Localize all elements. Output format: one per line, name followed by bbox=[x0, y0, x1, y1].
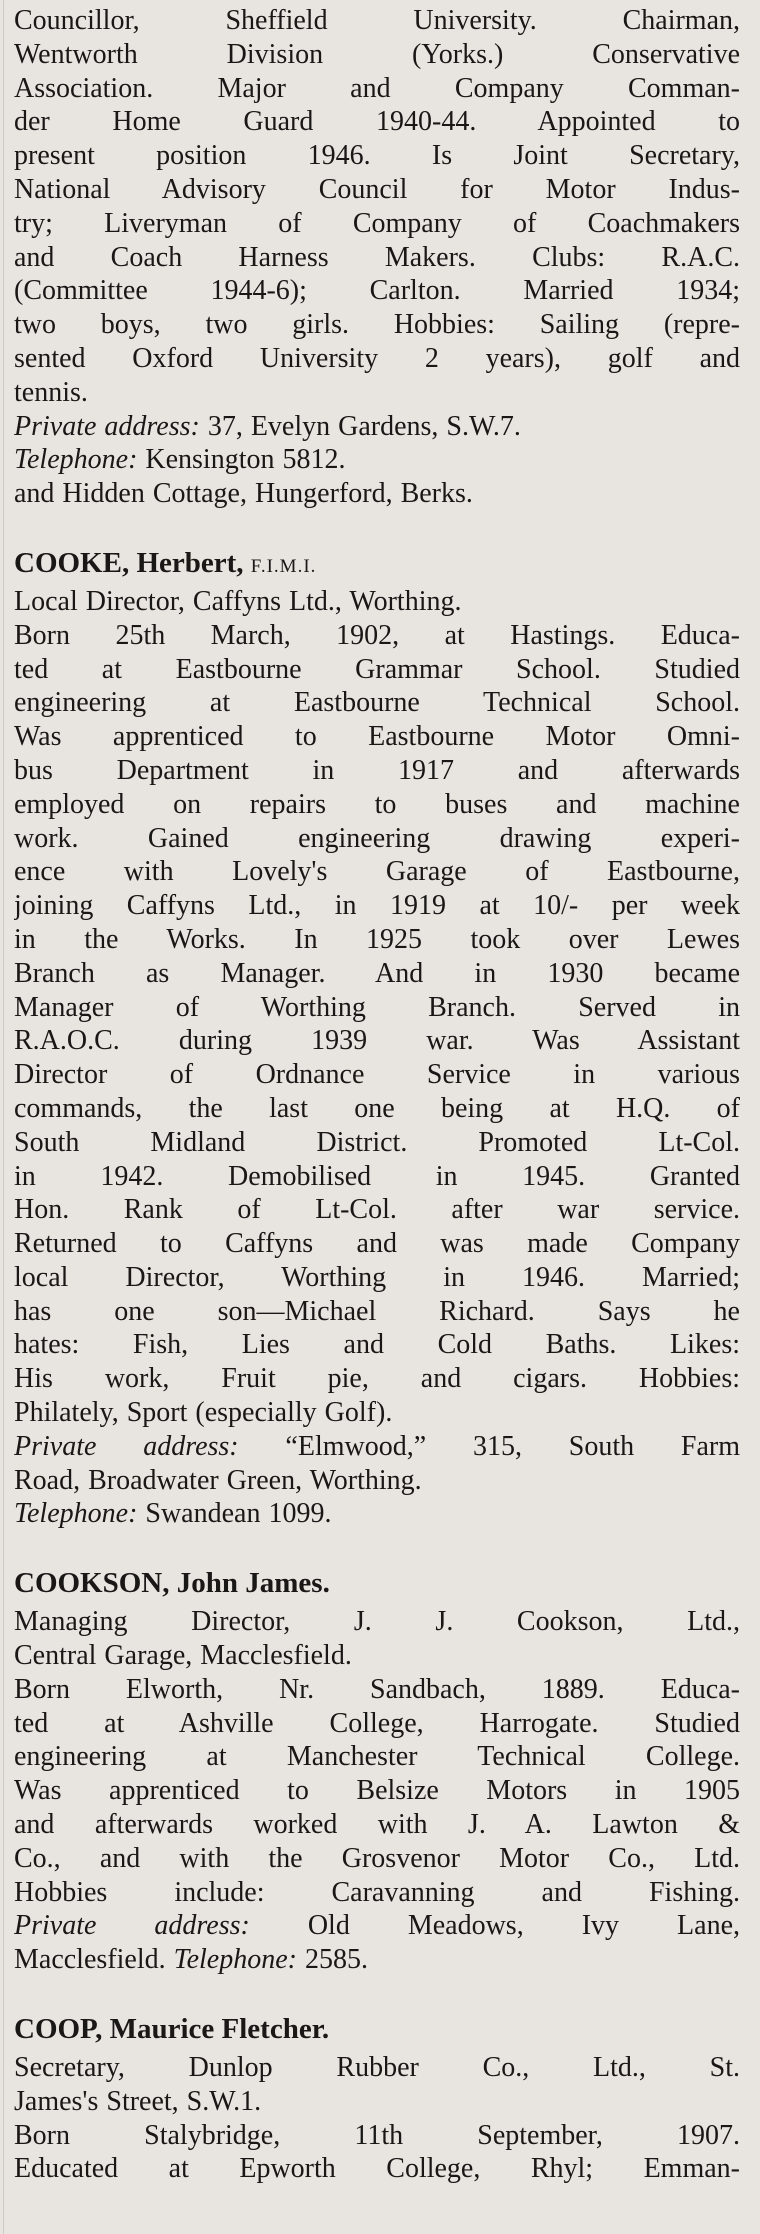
text-segment: Councillor, Sheffield University. Chairman, bbox=[14, 5, 740, 36]
field-label: Telephone: bbox=[14, 444, 138, 476]
text-line bbox=[14, 991, 740, 1025]
text-line bbox=[14, 1943, 740, 1977]
text-segment: bus Department in 1917 and afterwards bbox=[14, 754, 740, 786]
text-line bbox=[14, 1126, 740, 1160]
text-segment: has one son—Michael Richard. Says he bbox=[14, 1295, 740, 1327]
text-segment: try; Liveryman of Company of Coachmakers bbox=[14, 207, 740, 239]
text-line bbox=[14, 105, 740, 139]
text-segment: Secretary, Dunlop Rubber Co., Ltd., St. bbox=[14, 2052, 740, 2084]
text-segment: sented Oxford University 2 years), golf and bbox=[14, 342, 740, 374]
text-line bbox=[14, 1396, 740, 1430]
text-segment: Was apprenticed to Eastbourne Motor Omni- bbox=[14, 721, 740, 753]
entry-heading bbox=[14, 2009, 740, 2049]
text-line bbox=[14, 653, 740, 687]
text-segment: Manager of Worthing Branch. Served in bbox=[14, 991, 740, 1023]
field-label: Private address: bbox=[14, 1430, 239, 1462]
text-segment: present position 1946. Is Joint Secretary, bbox=[14, 140, 740, 172]
entry-name: COOKE, Herbert, bbox=[14, 546, 244, 579]
text-line bbox=[14, 686, 740, 720]
text-segment: Association. Major and Company Comman- bbox=[14, 72, 740, 104]
text-segment: Hobbies include: Caravanning and Fishing. bbox=[14, 1876, 740, 1908]
text-segment: Was apprenticed to Belsize Motors in 1905 bbox=[14, 1775, 740, 1807]
entry-name: COOKSON, John James. bbox=[14, 1567, 330, 1600]
text-line bbox=[14, 274, 740, 308]
text-line bbox=[14, 1058, 740, 1092]
text-line bbox=[14, 139, 740, 173]
text-line bbox=[14, 619, 740, 653]
text-segment: in the Works. In 1925 took over Lewes bbox=[14, 923, 740, 955]
directory-page bbox=[14, 4, 740, 2186]
text-line bbox=[14, 1430, 740, 1464]
text-line bbox=[14, 308, 740, 342]
text-line bbox=[14, 1362, 740, 1396]
text-line bbox=[14, 1605, 740, 1639]
text-line bbox=[14, 754, 740, 788]
field-label: Telephone: bbox=[14, 1498, 138, 1530]
text-segment: Born 25th March, 1902, at Hastings. Educa- bbox=[14, 619, 740, 651]
text-line bbox=[14, 1160, 740, 1194]
text-line bbox=[14, 1707, 740, 1741]
text-segment: R.A.O.C. during 1939 war. Was Assistant bbox=[14, 1025, 740, 1057]
text-segment: employed on repairs to buses and machine bbox=[14, 788, 740, 820]
text-segment: His work, Fruit pie, and cigars. Hobbies: bbox=[14, 1363, 740, 1395]
text-segment: and Coach Harness Makers. Clubs: R.A.C. bbox=[14, 241, 740, 273]
text-segment: Born Elworth, Nr. Sandbach, 1889. Educa- bbox=[14, 1673, 740, 1705]
text-segment: Road, Broadwater Green, Worthing. bbox=[14, 1464, 422, 1496]
text-line bbox=[14, 822, 740, 856]
directory-entry bbox=[14, 4, 740, 511]
text-segment: Swandean 1099. bbox=[137, 1498, 332, 1530]
column-rule bbox=[3, 0, 4, 2234]
text-line bbox=[14, 1261, 740, 1295]
text-line bbox=[14, 1673, 740, 1707]
text-line bbox=[14, 1227, 740, 1261]
field-label: Private address: bbox=[14, 410, 200, 442]
text-line bbox=[14, 1909, 740, 1943]
text-segment: ted at Ashville College, Harrogate. Studied bbox=[14, 1707, 740, 1739]
text-segment: Returned to Caffyns and was made Company bbox=[14, 1228, 740, 1260]
text-segment: ted at Eastbourne Grammar School. Studied bbox=[14, 653, 740, 685]
text-segment: Wentworth Division (Yorks.) Conservative bbox=[14, 38, 740, 70]
text-segment: South Midland District. Promoted Lt-Col. bbox=[14, 1126, 740, 1158]
text-segment: and Hidden Cottage, Hungerford, Berks. bbox=[14, 478, 473, 510]
text-segment: Macclesfield. bbox=[14, 1944, 174, 1976]
text-line bbox=[14, 889, 740, 923]
text-line bbox=[14, 1024, 740, 1058]
entry-heading bbox=[14, 543, 740, 583]
text-segment: engineering at Manchester Technical College. bbox=[14, 1741, 740, 1773]
text-line bbox=[14, 1842, 740, 1876]
entry-qualifications: F.I.M.I. bbox=[250, 555, 317, 577]
text-segment: Philately, Sport (especially Golf). bbox=[14, 1397, 393, 1429]
text-segment: two boys, two girls. Hobbies: Sailing (repre- bbox=[14, 309, 740, 341]
text-segment: and afterwards worked with J. A. Lawton & bbox=[14, 1809, 740, 1841]
text-line bbox=[14, 1876, 740, 1910]
field-label: Telephone: bbox=[173, 1944, 297, 1976]
text-segment: 37, Evelyn Gardens, S.W.7. bbox=[199, 410, 521, 442]
text-segment: commands, the last one being at H.Q. of bbox=[14, 1092, 740, 1124]
text-segment: Director of Ordnance Service in various bbox=[14, 1059, 740, 1091]
text-segment: Central Garage, Macclesfield. bbox=[14, 1640, 352, 1672]
entry-name: COOP, Maurice Fletcher. bbox=[14, 2013, 330, 2046]
text-segment: work. Gained engineering drawing experi- bbox=[14, 822, 740, 854]
text-line bbox=[14, 1740, 740, 1774]
text-segment: Co., and with the Grosvenor Motor Co., Ltd. bbox=[14, 1842, 740, 1874]
text-line bbox=[14, 923, 740, 957]
text-segment: Managing Director, J. J. Cookson, Ltd., bbox=[14, 1606, 740, 1638]
text-segment: Old Meadows, Ivy Lane, bbox=[249, 1910, 740, 1942]
text-line bbox=[14, 720, 740, 754]
text-line bbox=[14, 2051, 740, 2085]
text-line bbox=[14, 1092, 740, 1126]
text-line bbox=[14, 1295, 740, 1329]
text-line bbox=[14, 855, 740, 889]
text-line bbox=[14, 788, 740, 822]
text-line bbox=[14, 1639, 740, 1673]
text-line bbox=[14, 38, 740, 72]
text-line bbox=[14, 1328, 740, 1362]
text-line bbox=[14, 585, 740, 619]
text-line bbox=[14, 1808, 740, 1842]
text-segment: “Elmwood,” 315, South Farm bbox=[238, 1430, 740, 1462]
text-segment: Educated at Epworth College, Rhyl; Emman- bbox=[14, 2153, 740, 2185]
text-line bbox=[14, 241, 740, 275]
text-line bbox=[14, 443, 740, 477]
text-segment: James's Street, S.W.1. bbox=[14, 2085, 262, 2117]
text-line bbox=[14, 410, 740, 444]
text-segment: Born Stalybridge, 11th September, 1907. bbox=[14, 2119, 740, 2151]
text-line bbox=[14, 2085, 740, 2119]
text-line bbox=[14, 1497, 740, 1531]
text-line bbox=[14, 1193, 740, 1227]
text-line bbox=[14, 207, 740, 241]
text-segment: National Advisory Council for Motor Indus- bbox=[14, 173, 740, 205]
text-segment: der Home Guard 1940-44. Appointed to bbox=[14, 106, 740, 138]
text-segment: Hon. Rank of Lt-Col. after war service. bbox=[14, 1194, 740, 1226]
text-segment: 2585. bbox=[296, 1944, 368, 1976]
text-line bbox=[14, 1464, 740, 1498]
entry-heading bbox=[14, 1563, 740, 1603]
text-segment: engineering at Eastbourne Technical School. bbox=[14, 687, 740, 719]
directory-entry bbox=[14, 543, 740, 1531]
text-segment: (Committee 1944-6); Carlton. Married 1934; bbox=[14, 275, 740, 307]
text-segment: Kensington 5812. bbox=[137, 444, 346, 476]
text-segment: joining Caffyns Ltd., in 1919 at 10/- per week bbox=[14, 890, 740, 922]
text-segment: hates: Fish, Lies and Cold Baths. Likes: bbox=[14, 1329, 740, 1361]
text-line bbox=[14, 2152, 740, 2186]
text-segment: ence with Lovely's Garage of Eastbourne, bbox=[14, 856, 740, 888]
text-line bbox=[14, 1774, 740, 1808]
directory-entry bbox=[14, 1563, 740, 1977]
text-segment: in 1942. Demobilised in 1945. Granted bbox=[14, 1160, 740, 1192]
field-label: Private address: bbox=[14, 1910, 250, 1942]
text-line bbox=[14, 72, 740, 106]
text-segment: Branch as Manager. And in 1930 became bbox=[14, 957, 740, 989]
text-segment: tennis. bbox=[14, 376, 88, 408]
text-segment: Local Director, Caffyns Ltd., Worthing. bbox=[14, 585, 462, 617]
text-line bbox=[14, 173, 740, 207]
text-segment: local Director, Worthing in 1946. Married; bbox=[14, 1261, 740, 1293]
text-line bbox=[14, 342, 740, 376]
text-line bbox=[14, 477, 740, 511]
text-line bbox=[14, 376, 740, 410]
text-line bbox=[14, 2119, 740, 2153]
directory-entry bbox=[14, 2009, 740, 2186]
text-line bbox=[14, 4, 740, 38]
text-line bbox=[14, 957, 740, 991]
